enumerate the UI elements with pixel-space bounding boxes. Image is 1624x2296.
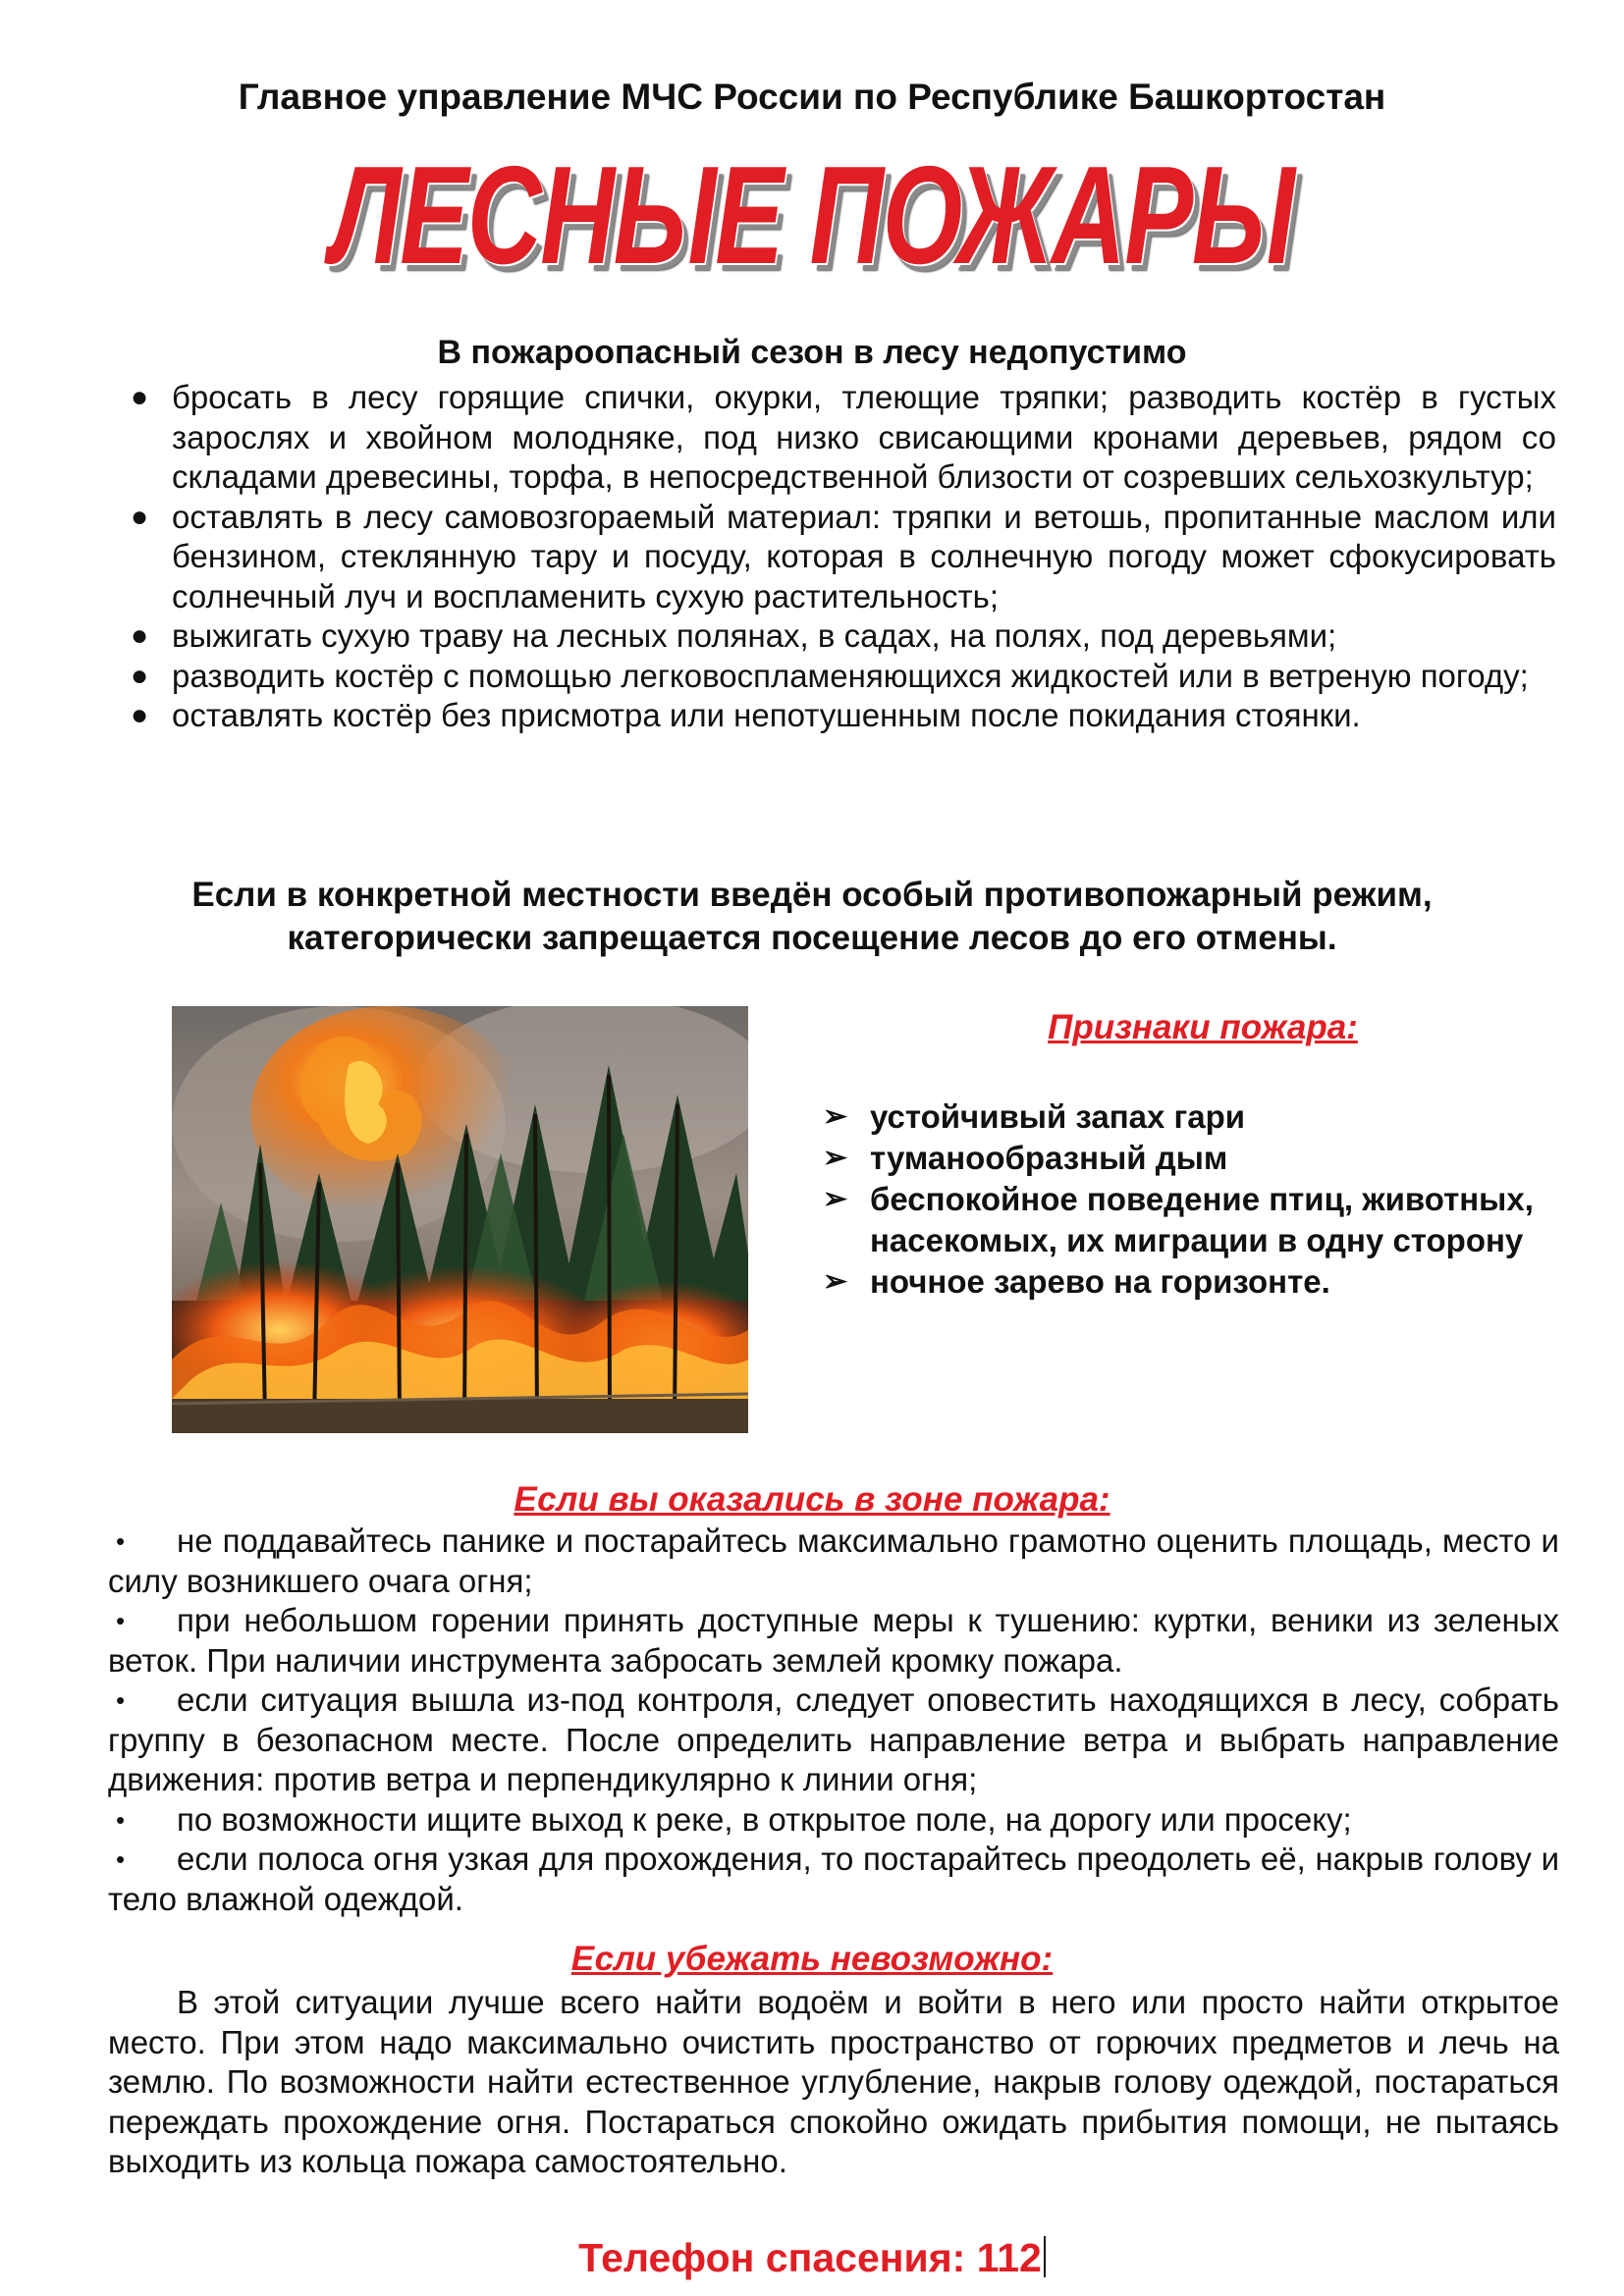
bullet-icon: • [116, 1526, 126, 1556]
fire-zone-heading: Если вы оказались в зоне пожара: [514, 1480, 1110, 1519]
bullet-icon: • [116, 1844, 126, 1874]
bullet-icon: ● [131, 659, 149, 692]
page-title: ЛЕСНЫЕ ПОЖАРЫ [330, 137, 1294, 294]
special-regime-note: Если в конкретной местности введён особый противопожарный режим, категорически запрещается посещение лесов до его отмены. [191, 876, 1433, 957]
list-item: ➢ ночное зарево на горизонте. [823, 1261, 1549, 1303]
rescue-phone: Телефон спасения: 112 [0, 2235, 1624, 2281]
bullet-icon: ● [131, 699, 149, 731]
bullet-icon: ● [131, 500, 149, 533]
list-item: ● бросать в лесу горящие спички, окурки, тлеющие тряпки; разводить костёр в густых зарослях и хвойном молодняке, под низко свисающими кронами деревьев, рядом со складами древесины, торфа, в непосредственной близости от созревших сельхозкультур; [131, 379, 1556, 495]
list-item: • не поддавайтесь панике и постарайтесь максимально грамотно оценить площадь, место и силу возникшего очага огня; [108, 1522, 1559, 1599]
prohibited-list [123, 378, 1556, 736]
list-item: ● оставлять костёр без присмотра или непотушенным после покидания стоянки. [123, 696, 1556, 736]
signs-list [823, 1096, 1549, 1303]
cannot-escape-heading: Если убежать невозможно: [570, 1940, 1054, 1978]
fire-zone-list [108, 1522, 1559, 1919]
signs-heading: Признаки пожара: [1048, 1008, 1358, 1046]
list-item: • если полоса огня узкая для прохождения, то постарайтесь преодолеть её, накрыв голову и тело влажной одеждой. [108, 1841, 1559, 1917]
bullet-icon: • [116, 1685, 126, 1715]
bullet-icon: ● [131, 381, 149, 413]
list-item: • по возможности ищите выход к реке, в открытое поле, на дорогу или просеку; [108, 1800, 1559, 1841]
arrow-bullet-icon: ➢ [823, 1142, 848, 1174]
prohibited-heading: В пожароопасный сезон в лесу недопустимо [437, 334, 1187, 371]
list-item: ➢ устойчивый запах гари [823, 1096, 1549, 1138]
list-item: ➢ беспокойное поведение птиц, животных, насекомых, их миграции в одну сторону [823, 1181, 1534, 1258]
list-item: • если ситуация вышла из-под контроля, следует оповестить находящихся в лесу, собрать группу в безопасном месте. После определить направление ветра и выбрать направление движения: против ветра и перпендикулярно к линии огня; [108, 1682, 1559, 1797]
arrow-bullet-icon: ➢ [823, 1100, 848, 1133]
text-cursor [1044, 2236, 1046, 2277]
cannot-escape-text: В этой ситуации лучше всего найти водоём и войти в него или просто найти открытое место. При этом надо максимально очистить пространство от горючих предметов и лечь на землю. По возможности найти естественное углубление, накрыв голову одеждой, постараться переждать прохождение огня. Постараться спокойно ожидать прибытия помощи, не пытаясь выходить из кольца пожара самостоятельно. [108, 1984, 1559, 2179]
forest-fire-image [172, 1006, 748, 1433]
bullet-icon: • [116, 1804, 126, 1835]
bullet-icon: ● [131, 619, 149, 652]
arrow-bullet-icon: ➢ [823, 1183, 848, 1215]
list-item: • при небольшом горении принять доступные меры к тушению: куртки, веники из зеленых веток. При наличии инструмента забросать землей кромку пожара. [108, 1602, 1559, 1679]
list-item: ● выжигать сухую траву на лесных полянах, в садах, на полях, под деревьями; [123, 616, 1556, 657]
list-item: ➢ туманообразный дым [823, 1138, 1549, 1179]
bullet-icon: • [116, 1606, 126, 1635]
list-item: ● разводить костёр с помощью легковоспламеняющихся жидкостей или в ветреную погоду; [123, 657, 1556, 697]
list-item: ● оставлять в лесу самовозгораемый материал: тряпки и ветошь, пропитанные маслом или бензином, стеклянную тару и посуду, которая в солнечную погоду может сфокусировать солнечный луч и воспламенить сухую растительность; [131, 498, 1556, 614]
arrow-bullet-icon: ➢ [823, 1265, 848, 1298]
organization-name: Главное управление МЧС России по Республике Башкортостан [238, 77, 1386, 117]
